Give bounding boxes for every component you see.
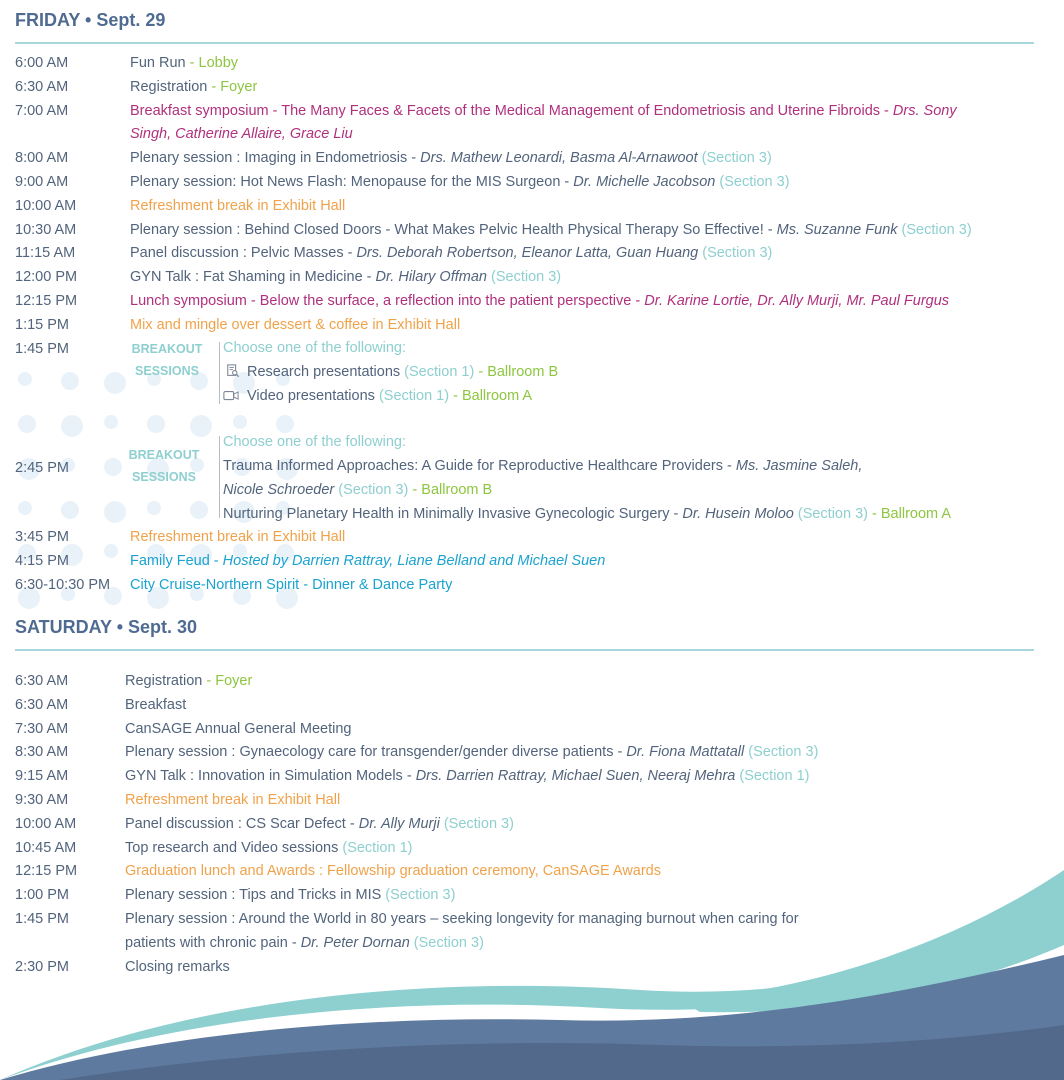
saturday-heading: SATURDAY • Sept. 30 xyxy=(15,617,198,637)
session-description xyxy=(130,573,452,597)
speaker-names: Dr. Ally Murji xyxy=(358,815,440,832)
section-label: (Section 3) xyxy=(381,887,456,904)
breakout-divider xyxy=(219,342,220,404)
speaker-names: Drs. Darrien Rattray, Michael Suen, Neeraj Mehra xyxy=(415,768,736,785)
session-time: 12:15 PM xyxy=(15,293,78,309)
session-title: Registration xyxy=(130,78,208,95)
session-title: Lunch symposium - Below the surface, a reflection into the patient perspective - xyxy=(130,293,645,309)
session-title: Trauma Informed Approaches: A Guide for Reproductive Healthcare Providers - xyxy=(223,458,736,474)
section-label: (Section 3) xyxy=(715,174,790,190)
session-description xyxy=(130,146,772,170)
speaker-names: Drs. Sony xyxy=(892,102,957,119)
session-title: Plenary session : Tips and Tricks in MIS xyxy=(125,887,382,904)
speaker-names: Ms. Jasmine Saleh, xyxy=(735,458,863,474)
session-description xyxy=(130,241,772,265)
speaker-names: Nicole Schroeder xyxy=(223,482,335,498)
session-title: CanSAGE Annual General Meeting xyxy=(125,720,352,737)
section-label: (Section 1) xyxy=(374,388,450,404)
session-description xyxy=(130,99,957,123)
location-label: - Foyer xyxy=(207,78,258,95)
session-title: Registration xyxy=(125,673,203,689)
decorative-waves xyxy=(0,850,1064,1080)
session-title: Panel discussion : Pelvic Masses - xyxy=(130,245,357,262)
decorative-dot xyxy=(61,415,83,437)
session-time: 4:15 PM xyxy=(15,552,69,569)
session-time: 6:30 AM xyxy=(15,673,69,689)
session-time: 8:00 AM xyxy=(15,150,69,167)
session-title: Nurturing Planetary Health in Minimally Invasive Gynecologic Surgery - xyxy=(223,506,683,522)
speaker-names: Dr. Hilary Offman xyxy=(375,269,487,286)
section-label: (Section 3) xyxy=(897,221,972,238)
section-label: (Section 1) xyxy=(338,839,413,856)
session-title: Plenary session: Hot News Flash: Menopause for the MIS Surgeon - xyxy=(130,174,574,190)
session-title: Family Feud - xyxy=(130,552,223,569)
friday-heading: FRIDAY • Sept. 29 xyxy=(15,10,166,30)
session-title: Plenary session : Imaging in Endometriosis - xyxy=(130,150,421,167)
location-label: - Ballroom B xyxy=(474,364,559,380)
speaker-names: Dr. Fiona Mattatall xyxy=(626,744,745,761)
session-title: Plenary session : Behind Closed Doors - What Makes Pelvic Health Physical Therapy So Effective! - xyxy=(130,221,777,238)
session-title: City Cruise-Northern Spirit - Dinner & Dance Party xyxy=(130,576,453,593)
session-title: Research presentations xyxy=(247,364,401,380)
session-time: 10:45 AM xyxy=(15,839,77,856)
session-time: 3:45 PM xyxy=(15,529,69,545)
document-search-icon xyxy=(225,364,241,378)
session-description xyxy=(130,289,949,313)
section-label: (Section 3) xyxy=(698,245,773,262)
section-label: (Section 1) xyxy=(400,364,475,380)
session-title: Video presentations xyxy=(247,388,375,404)
saturday-divider xyxy=(15,649,1034,651)
session-description xyxy=(130,218,972,242)
session-time: 9:15 AM xyxy=(15,768,69,785)
session-description xyxy=(130,170,790,194)
session-time: 10:00 AM xyxy=(15,815,77,832)
session-time: 6:30-10:30 PM xyxy=(15,576,111,593)
decorative-dot xyxy=(18,415,36,433)
speaker-names: Dr. Peter Dornan xyxy=(300,934,410,951)
session-title: Mix and mingle over dessert & coffee in Exhibit Hall xyxy=(130,316,461,333)
session-description xyxy=(125,693,186,717)
section-label: (Section 3) xyxy=(744,744,819,761)
session-time: 10:30 AM xyxy=(15,221,77,238)
session-time: 12:00 PM xyxy=(15,269,78,286)
decorative-dot xyxy=(147,415,165,433)
decorative-dot xyxy=(190,415,212,437)
speaker-names: Hosted by Darrien Rattray, Liane Belland and Michael Suen xyxy=(222,552,606,569)
section-label: (Section 3) xyxy=(409,934,484,951)
session-time: 2:30 PM xyxy=(15,958,69,975)
decorative-dot xyxy=(147,501,161,515)
session-title: Refreshment break in Exhibit Hall xyxy=(130,529,346,545)
session-title: GYN Talk : Fat Shaming in Medicine - xyxy=(130,269,376,286)
session-time: 8:30 AM xyxy=(15,744,69,761)
session-title: Breakfast symposium - The Many Faces & Facets of the Medical Management of Endometriosis and Uterine Fibroids - xyxy=(130,102,893,119)
video-camera-icon xyxy=(223,389,239,403)
session-time: 1:15 PM xyxy=(15,316,69,333)
session-title: Closing remarks xyxy=(125,958,230,975)
session-time: 7:00 AM xyxy=(15,102,69,119)
session-title: Refreshment break in Exhibit Hall xyxy=(125,792,341,808)
location-label: - Lobby xyxy=(185,55,239,71)
session-description xyxy=(125,764,810,788)
speaker-names: Ms. Suzanne Funk xyxy=(776,221,898,238)
decorative-dot xyxy=(18,501,32,515)
session-description xyxy=(130,75,257,99)
session-description xyxy=(125,740,818,764)
session-time: 12:15 PM xyxy=(15,863,78,880)
decorative-dot xyxy=(190,501,208,519)
location-label: - Ballroom A xyxy=(449,388,533,404)
session-title: patients with chronic pain - xyxy=(125,934,301,951)
session-description xyxy=(130,265,561,289)
session-time: 6:30 AM xyxy=(15,78,69,95)
section-label: (Section 3) xyxy=(793,506,868,522)
breakout-sessions-label-2: BREAKOUT SESSIONS xyxy=(128,448,200,484)
session-description xyxy=(130,51,238,75)
section-label: (Section 3) xyxy=(439,815,514,832)
section-label: (Section 3) xyxy=(334,482,409,498)
session-description xyxy=(125,812,514,836)
session-time: 1:45 PM xyxy=(15,340,69,357)
session-time: 9:00 AM xyxy=(15,174,69,190)
session-description xyxy=(130,194,345,218)
decorative-dot xyxy=(104,501,126,523)
speaker-names: Drs. Deborah Robertson, Eleanor Latta, Guan Huang xyxy=(356,245,699,262)
video-presentations xyxy=(247,384,532,408)
location-label: - Ballroom A xyxy=(868,506,951,522)
breakout-divider-2 xyxy=(219,436,220,518)
session-description xyxy=(125,717,352,741)
session-time: 6:30 AM xyxy=(15,696,69,713)
decorative-dot xyxy=(61,501,79,519)
session-time: 9:30 AM xyxy=(15,792,69,808)
session-time: 7:30 AM xyxy=(15,720,69,737)
session-title: Plenary session : Gynaecology care for transgender/gender diverse patients - xyxy=(125,744,627,761)
decorative-dot xyxy=(233,415,247,429)
decorative-dot xyxy=(18,372,32,386)
section-label: (Section 3) xyxy=(486,269,562,286)
breakout-sessions-label: BREAKOUT SESSIONS xyxy=(131,342,203,378)
decorative-dot xyxy=(61,372,79,390)
session-description xyxy=(130,549,605,573)
session-title: GYN Talk : Innovation in Simulation Models - xyxy=(125,768,416,785)
session-description xyxy=(130,313,460,337)
session-description xyxy=(125,669,252,693)
session-description xyxy=(130,122,353,146)
session-title: Graduation lunch and Awards : Fellowship graduation ceremony, CanSAGE Awards xyxy=(125,863,661,880)
speaker-names: Singh, Catherine Allaire, Grace Liu xyxy=(130,126,353,143)
research-presentations xyxy=(247,360,558,384)
session-title: Fun Run xyxy=(130,55,186,71)
location-label: - Ballroom B xyxy=(408,482,493,498)
session-time: 1:45 PM xyxy=(15,911,69,927)
speaker-names: Dr. Karine Lortie, Dr. Ally Murji, Mr. Paul Furgus xyxy=(644,293,950,309)
session-time: 1:00 PM xyxy=(15,887,69,904)
speaker-names: Drs. Mathew Leonardi, Basma Al-Arnawoot xyxy=(420,150,698,167)
session-time: 11:15 AM xyxy=(15,245,76,262)
location-label: - Foyer xyxy=(202,673,253,689)
speaker-names: Dr. Michelle Jacobson xyxy=(573,174,716,190)
section-label: (Section 1) xyxy=(735,768,810,785)
session-description xyxy=(130,525,345,549)
session-title: Top research and Video sessions xyxy=(125,839,339,856)
friday-divider xyxy=(15,42,1034,44)
section-label: (Section 3) xyxy=(697,150,772,167)
session-title: Plenary session : Around the World in 80 years – seeking longevity for managing burnout when caring for xyxy=(125,911,799,927)
session-title: Refreshment break in Exhibit Hall xyxy=(130,197,346,214)
session-time: 6:00 AM xyxy=(15,55,69,71)
session-description xyxy=(125,788,340,812)
session-time: 10:00 AM xyxy=(15,197,77,214)
session-title: Panel discussion : CS Scar Defect - xyxy=(125,815,359,832)
session-title: Breakfast xyxy=(125,696,187,713)
speaker-names: Dr. Husein Moloo xyxy=(682,506,794,522)
decorative-dot xyxy=(104,415,118,429)
